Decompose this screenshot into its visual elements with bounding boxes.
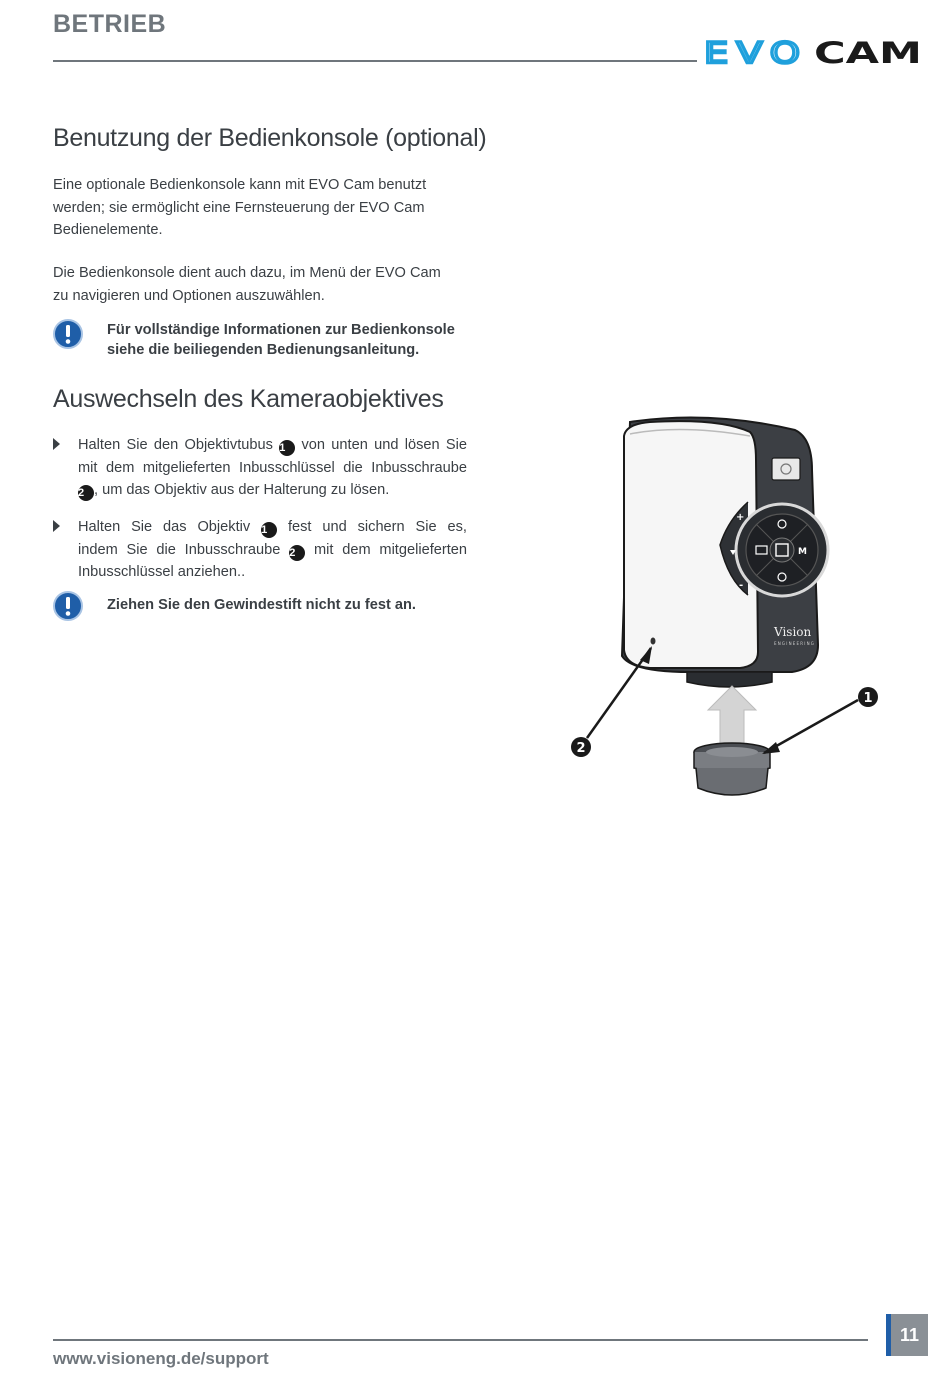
page-number-tab: [886, 1314, 928, 1356]
lens-tube: [696, 768, 768, 795]
support-url: www.visioneng.de/support: [53, 1349, 269, 1368]
text-fragment: Halten Sie das Objektiv: [78, 519, 251, 535]
text-line: Die Bedienkonsole dient auch dazu, im Menü der EVO Cam: [53, 265, 441, 281]
text-line: mit dem mitgelieferten Inbusschlüssel die Inbusschraube: [78, 459, 467, 476]
svg-text:+: +: [736, 512, 745, 523]
device-sub-label: ENGINEERING: [774, 641, 816, 646]
bullet-arrow-icon: [53, 438, 60, 450]
logo-evo: EVO: [704, 38, 808, 66]
text-line: zu navigieren und Optionen auszuwählen.: [53, 287, 325, 304]
evocam-logo: [704, 38, 924, 66]
text-line: Bedienelemente.: [53, 222, 163, 239]
text-fragment: indem Sie die Inbusschraube: [78, 541, 281, 558]
instruction-step-1: [53, 434, 467, 504]
callout-2-line: [587, 648, 651, 738]
paragraph-navigation: [53, 262, 468, 307]
paragraph-intro: [53, 174, 468, 242]
marker-2-icon: 2: [289, 545, 305, 561]
heading-bedienkonsole: Benutzung der Bedienkonsole (optional): [53, 124, 487, 152]
instruction-step-2: [53, 516, 467, 586]
exclamation-icon: [53, 319, 83, 349]
camera-lens-illustration: [560, 410, 900, 810]
mode-button-label: M: [798, 547, 807, 557]
marker-1-icon: 1: [279, 440, 295, 456]
callout-1-label: 1: [863, 691, 873, 706]
callout-1-line: [764, 700, 858, 753]
exclamation-icon: [53, 591, 83, 621]
heading-kameraobjektiv: Auswechseln des Kameraobjektives: [53, 385, 444, 413]
page-number: 11: [899, 1325, 920, 1345]
text-line: Inbusschlüssel anziehen..: [78, 564, 246, 581]
text-line: [78, 479, 467, 502]
text-fragment: von unten und lösen Sie: [301, 437, 467, 453]
power-button: [772, 458, 800, 480]
text-fragment: mit dem mitgelieferten: [314, 541, 468, 558]
text-fragment: Halten Sie den Objektivtubus: [78, 437, 273, 453]
logo-cam: CAM: [814, 38, 922, 66]
text-line: [78, 516, 467, 539]
note-line: Für vollständige Informationen zur Bedienkonsole: [107, 322, 455, 338]
text-line: werden; sie ermöglicht eine Fernsteuerung der EVO Cam: [53, 199, 425, 216]
text-fragment: fest und sichern Sie es,: [287, 519, 467, 535]
text-line: [78, 434, 467, 457]
bullet-arrow-icon: [53, 520, 60, 532]
svg-text:-: -: [739, 580, 744, 591]
info-note: [53, 319, 473, 359]
header-divider: [53, 60, 697, 62]
text-line: Eine optionale Bedienkonsole kann mit EVO Cam benutzt: [53, 177, 427, 193]
section-title: BETRIEB: [53, 10, 167, 38]
set-screw: [651, 638, 656, 645]
callout-2-label: 2: [576, 741, 586, 756]
warning-note: [53, 591, 473, 631]
marker-2-icon: 2: [78, 485, 94, 501]
note-line: siehe die beiliegenden Bedienungsanleitung.: [107, 341, 420, 358]
insert-direction-arrow: [708, 686, 756, 750]
text-line: [78, 539, 467, 562]
device-brand-label: Vision: [774, 625, 812, 639]
marker-1-icon: 1: [261, 522, 277, 538]
footer-divider: [53, 1339, 868, 1341]
note-line: Ziehen Sie den Gewindestift nicht zu fest an.: [107, 597, 416, 613]
text-fragment: , um das Objektiv aus der Halterung zu lösen.: [94, 482, 390, 499]
